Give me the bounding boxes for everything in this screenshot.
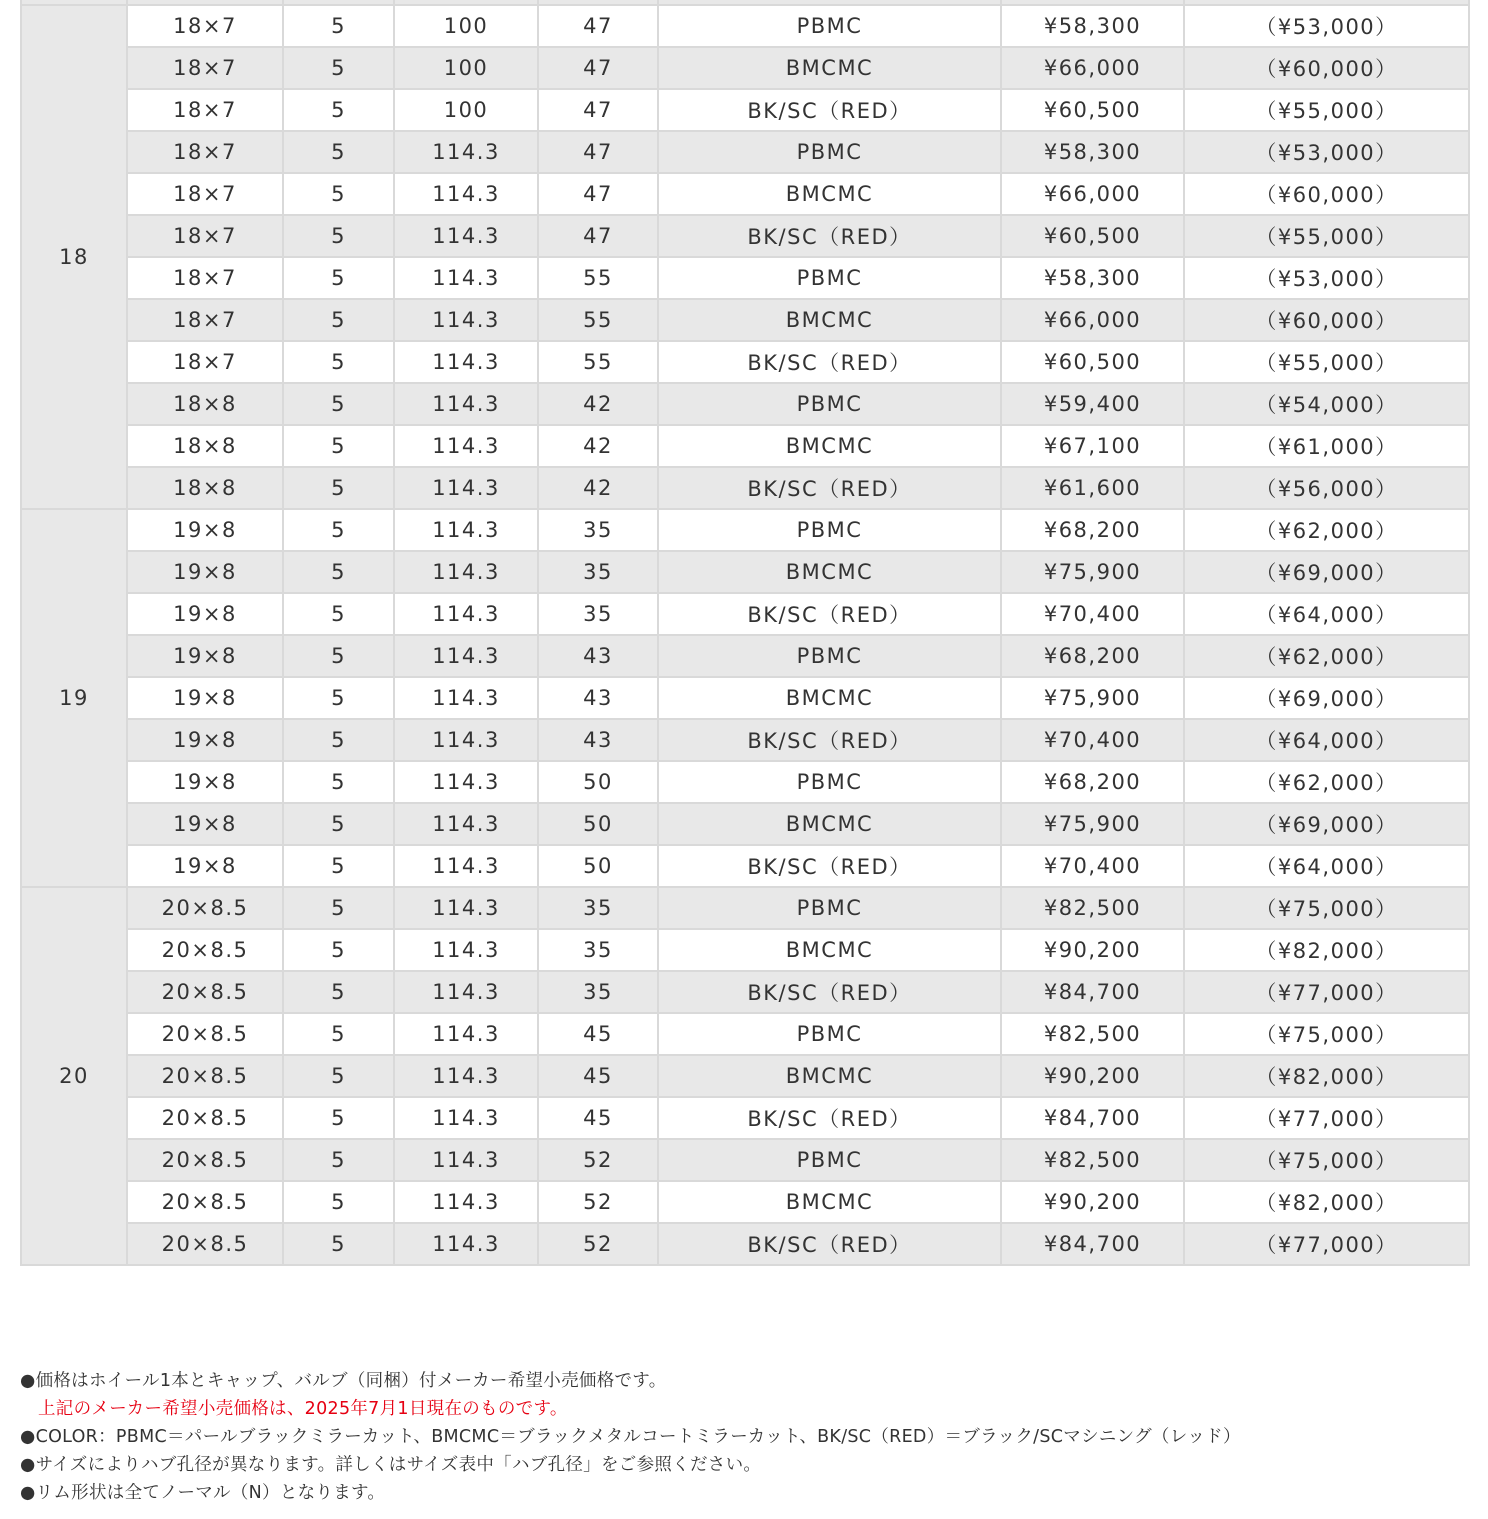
table-row	[21, 341, 1469, 383]
inset-cell: 50	[538, 803, 658, 845]
table-row	[21, 383, 1469, 425]
price-tax-ex-cell: （¥55,000）	[1184, 89, 1469, 131]
holes-cell: 5	[283, 1013, 394, 1055]
price-tax-ex-cell: （¥69,000）	[1184, 677, 1469, 719]
table-row	[21, 761, 1469, 803]
price-tax-in-cell: ¥75,900	[1001, 677, 1184, 719]
inset-cell: 35	[538, 551, 658, 593]
price-tax-ex-cell: （¥61,000）	[1184, 425, 1469, 467]
size-cell: 18×7	[127, 131, 283, 173]
size-cell: 19×8	[127, 719, 283, 761]
holes-cell: 5	[283, 593, 394, 635]
price-tax-ex-cell: （¥69,000）	[1184, 803, 1469, 845]
holes-cell: 5	[283, 803, 394, 845]
table-row	[21, 1097, 1469, 1139]
pcd-cell: 114.3	[394, 719, 538, 761]
inset-cell: 52	[538, 1181, 658, 1223]
pcd-cell: 114.3	[394, 845, 538, 887]
table-row	[21, 173, 1469, 215]
inset-cell: 35	[538, 971, 658, 1013]
price-tax-ex-cell: （¥62,000）	[1184, 761, 1469, 803]
color-cell: BMCMC	[658, 173, 1001, 215]
inset-cell: 43	[538, 719, 658, 761]
price-tax-ex-cell: （¥77,000）	[1184, 971, 1469, 1013]
holes-cell: 5	[283, 1139, 394, 1181]
color-cell: BK/SC（RED）	[658, 1223, 1001, 1265]
table-row	[21, 551, 1469, 593]
inset-cell: 47	[538, 5, 658, 47]
inset-cell: 55	[538, 341, 658, 383]
inch-group-cell: 20	[21, 887, 127, 1265]
table-row	[21, 1013, 1469, 1055]
size-cell: 18×7	[127, 173, 283, 215]
inset-cell: 35	[538, 509, 658, 551]
color-cell: BK/SC（RED）	[658, 341, 1001, 383]
pcd-cell: 114.3	[394, 383, 538, 425]
size-cell: 20×8.5	[127, 887, 283, 929]
size-cell: 18×8	[127, 467, 283, 509]
price-tax-ex-cell: （¥69,000）	[1184, 551, 1469, 593]
color-cell: PBMC	[658, 1139, 1001, 1181]
price-tax-in-cell: ¥66,000	[1001, 173, 1184, 215]
color-cell: BMCMC	[658, 425, 1001, 467]
holes-cell: 5	[283, 341, 394, 383]
pcd-cell: 114.3	[394, 341, 538, 383]
pcd-cell: 114.3	[394, 425, 538, 467]
inset-cell: 45	[538, 1055, 658, 1097]
table-row	[21, 257, 1469, 299]
color-cell: PBMC	[658, 383, 1001, 425]
price-tax-ex-cell: （¥64,000）	[1184, 719, 1469, 761]
table-row	[21, 593, 1469, 635]
size-cell: 18×7	[127, 5, 283, 47]
size-cell: 20×8.5	[127, 1139, 283, 1181]
price-tax-ex-cell: （¥77,000）	[1184, 1223, 1469, 1265]
size-cell: 20×8.5	[127, 929, 283, 971]
table-row	[21, 1139, 1469, 1181]
pcd-cell: 114.3	[394, 761, 538, 803]
holes-cell: 5	[283, 1055, 394, 1097]
price-tax-ex-cell: （¥62,000）	[1184, 509, 1469, 551]
pcd-cell: 114.3	[394, 509, 538, 551]
holes-cell: 5	[283, 425, 394, 467]
inch-group-cell: 18	[21, 5, 127, 509]
pcd-cell: 114.3	[394, 803, 538, 845]
table-row	[21, 5, 1469, 47]
pcd-cell: 100	[394, 5, 538, 47]
price-tax-in-cell: ¥60,500	[1001, 89, 1184, 131]
size-cell: 18×8	[127, 425, 283, 467]
note-color-legend: ●COLOR：PBMC＝パールブラックミラーカット、BMCMC＝ブラックメタルコートミラーカット、BK/SC（RED）＝ブラック/SCマシニング（レッド）	[20, 1427, 1241, 1447]
pcd-cell: 114.3	[394, 1181, 538, 1223]
pcd-cell: 114.3	[394, 215, 538, 257]
holes-cell: 5	[283, 845, 394, 887]
size-cell: 18×7	[127, 215, 283, 257]
color-cell: BK/SC（RED）	[658, 467, 1001, 509]
color-cell: PBMC	[658, 761, 1001, 803]
holes-cell: 5	[283, 131, 394, 173]
price-tax-ex-cell: （¥62,000）	[1184, 635, 1469, 677]
inset-cell: 47	[538, 89, 658, 131]
size-cell: 19×8	[127, 509, 283, 551]
price-tax-in-cell: ¥68,200	[1001, 761, 1184, 803]
price-tax-in-cell: ¥84,700	[1001, 971, 1184, 1013]
color-cell: BK/SC（RED）	[658, 593, 1001, 635]
price-tax-ex-cell: （¥55,000）	[1184, 341, 1469, 383]
size-cell: 20×8.5	[127, 1181, 283, 1223]
holes-cell: 5	[283, 1181, 394, 1223]
price-tax-ex-cell: （¥75,000）	[1184, 1013, 1469, 1055]
holes-cell: 5	[283, 971, 394, 1013]
pcd-cell: 114.3	[394, 887, 538, 929]
pcd-cell: 114.3	[394, 929, 538, 971]
holes-cell: 5	[283, 1097, 394, 1139]
price-tax-in-cell: ¥58,300	[1001, 5, 1184, 47]
price-tax-ex-cell: （¥54,000）	[1184, 383, 1469, 425]
size-cell: 20×8.5	[127, 1055, 283, 1097]
pcd-cell: 100	[394, 89, 538, 131]
price-tax-in-cell: ¥60,500	[1001, 215, 1184, 257]
color-cell: PBMC	[658, 635, 1001, 677]
note-price-date: 上記のメーカー希望小売価格は、2025年7月1日現在のものです。	[38, 1399, 568, 1419]
color-cell: BK/SC（RED）	[658, 845, 1001, 887]
price-tax-ex-cell: （¥53,000）	[1184, 5, 1469, 47]
pcd-cell: 100	[394, 47, 538, 89]
table-row	[21, 845, 1469, 887]
inset-cell: 55	[538, 257, 658, 299]
pcd-cell: 114.3	[394, 677, 538, 719]
holes-cell: 5	[283, 257, 394, 299]
size-cell: 18×7	[127, 299, 283, 341]
table-row	[21, 1181, 1469, 1223]
pcd-cell: 114.3	[394, 1013, 538, 1055]
color-cell: PBMC	[658, 1013, 1001, 1055]
holes-cell: 5	[283, 635, 394, 677]
size-cell: 18×7	[127, 341, 283, 383]
table-row	[21, 971, 1469, 1013]
size-cell: 19×8	[127, 803, 283, 845]
price-tax-ex-cell: （¥60,000）	[1184, 47, 1469, 89]
price-tax-in-cell: ¥66,000	[1001, 47, 1184, 89]
price-tax-in-cell: ¥61,600	[1001, 467, 1184, 509]
price-tax-ex-cell: （¥77,000）	[1184, 1097, 1469, 1139]
holes-cell: 5	[283, 929, 394, 971]
inset-cell: 45	[538, 1097, 658, 1139]
inset-cell: 35	[538, 593, 658, 635]
price-tax-ex-cell: （¥82,000）	[1184, 1181, 1469, 1223]
table-row	[21, 677, 1469, 719]
inset-cell: 52	[538, 1139, 658, 1181]
holes-cell: 5	[283, 383, 394, 425]
price-tax-ex-cell: （¥55,000）	[1184, 215, 1469, 257]
price-tax-in-cell: ¥90,200	[1001, 1055, 1184, 1097]
table-row	[21, 635, 1469, 677]
price-tax-in-cell: ¥70,400	[1001, 593, 1184, 635]
price-table-container	[20, 0, 1468, 1266]
table-row	[21, 89, 1469, 131]
price-tax-in-cell: ¥70,400	[1001, 719, 1184, 761]
pcd-cell: 114.3	[394, 467, 538, 509]
holes-cell: 5	[283, 677, 394, 719]
price-tax-in-cell: ¥66,000	[1001, 299, 1184, 341]
size-cell: 19×8	[127, 677, 283, 719]
table-row	[21, 1223, 1469, 1265]
size-cell: 19×8	[127, 761, 283, 803]
color-cell: BK/SC（RED）	[658, 971, 1001, 1013]
color-cell: BK/SC（RED）	[658, 719, 1001, 761]
price-tax-ex-cell: （¥82,000）	[1184, 929, 1469, 971]
inset-cell: 43	[538, 677, 658, 719]
price-tax-ex-cell: （¥60,000）	[1184, 173, 1469, 215]
holes-cell: 5	[283, 173, 394, 215]
color-cell: BK/SC（RED）	[658, 89, 1001, 131]
price-tax-ex-cell: （¥75,000）	[1184, 887, 1469, 929]
pcd-cell: 114.3	[394, 299, 538, 341]
size-cell: 18×7	[127, 47, 283, 89]
inset-cell: 52	[538, 1223, 658, 1265]
inch-group-cell: 19	[21, 509, 127, 887]
inset-cell: 45	[538, 1013, 658, 1055]
inset-cell: 42	[538, 467, 658, 509]
color-cell: BMCMC	[658, 1055, 1001, 1097]
holes-cell: 5	[283, 467, 394, 509]
table-row	[21, 467, 1469, 509]
holes-cell: 5	[283, 1223, 394, 1265]
color-cell: BMCMC	[658, 299, 1001, 341]
table-row	[21, 1055, 1469, 1097]
price-tax-in-cell: ¥60,500	[1001, 341, 1184, 383]
pcd-cell: 114.3	[394, 131, 538, 173]
color-cell: BMCMC	[658, 1181, 1001, 1223]
inset-cell: 47	[538, 47, 658, 89]
price-tax-ex-cell: （¥56,000）	[1184, 467, 1469, 509]
inset-cell: 47	[538, 131, 658, 173]
color-cell: PBMC	[658, 509, 1001, 551]
price-tax-ex-cell: （¥53,000）	[1184, 131, 1469, 173]
pcd-cell: 114.3	[394, 173, 538, 215]
color-cell: BMCMC	[658, 677, 1001, 719]
color-cell: BMCMC	[658, 551, 1001, 593]
size-cell: 19×8	[127, 845, 283, 887]
size-cell: 20×8.5	[127, 1013, 283, 1055]
holes-cell: 5	[283, 215, 394, 257]
table-row	[21, 425, 1469, 467]
size-cell: 19×8	[127, 593, 283, 635]
table-row	[21, 803, 1469, 845]
pcd-cell: 114.3	[394, 1223, 538, 1265]
pcd-cell: 114.3	[394, 1139, 538, 1181]
color-cell: BMCMC	[658, 803, 1001, 845]
holes-cell: 5	[283, 47, 394, 89]
pcd-cell: 114.3	[394, 635, 538, 677]
price-tax-in-cell: ¥75,900	[1001, 551, 1184, 593]
holes-cell: 5	[283, 5, 394, 47]
note-rim-shape: ●リム形状は全てノーマル（N）となります。	[20, 1483, 386, 1503]
price-tax-ex-cell: （¥60,000）	[1184, 299, 1469, 341]
inset-cell: 47	[538, 173, 658, 215]
size-cell: 19×8	[127, 635, 283, 677]
price-tax-ex-cell: （¥64,000）	[1184, 845, 1469, 887]
inset-cell: 47	[538, 215, 658, 257]
inset-cell: 42	[538, 383, 658, 425]
pcd-cell: 114.3	[394, 971, 538, 1013]
color-cell: BK/SC（RED）	[658, 215, 1001, 257]
holes-cell: 5	[283, 719, 394, 761]
size-cell: 20×8.5	[127, 1223, 283, 1265]
price-tax-in-cell: ¥70,400	[1001, 845, 1184, 887]
price-tax-ex-cell: （¥75,000）	[1184, 1139, 1469, 1181]
table-row	[21, 299, 1469, 341]
pcd-cell: 114.3	[394, 551, 538, 593]
holes-cell: 5	[283, 509, 394, 551]
price-tax-in-cell: ¥84,700	[1001, 1097, 1184, 1139]
price-tax-ex-cell: （¥64,000）	[1184, 593, 1469, 635]
price-tax-in-cell: ¥82,500	[1001, 1139, 1184, 1181]
pcd-cell: 114.3	[394, 1055, 538, 1097]
price-tax-in-cell: ¥67,100	[1001, 425, 1184, 467]
pcd-cell: 114.3	[394, 593, 538, 635]
size-cell: 18×7	[127, 89, 283, 131]
price-tax-in-cell: ¥90,200	[1001, 1181, 1184, 1223]
holes-cell: 5	[283, 887, 394, 929]
price-tax-in-cell: ¥75,900	[1001, 803, 1184, 845]
price-tax-in-cell: ¥90,200	[1001, 929, 1184, 971]
price-tax-in-cell: ¥84,700	[1001, 1223, 1184, 1265]
notes-section	[20, 1367, 1468, 1507]
price-tax-in-cell: ¥68,200	[1001, 509, 1184, 551]
price-tax-in-cell: ¥58,300	[1001, 131, 1184, 173]
table-body	[21, 0, 1469, 1265]
wheel-price-table	[20, 0, 1470, 1266]
table-row	[21, 47, 1469, 89]
price-tax-in-cell: ¥58,300	[1001, 257, 1184, 299]
size-cell: 20×8.5	[127, 1097, 283, 1139]
inset-cell: 43	[538, 635, 658, 677]
holes-cell: 5	[283, 299, 394, 341]
color-cell: BMCMC	[658, 929, 1001, 971]
holes-cell: 5	[283, 89, 394, 131]
table-row	[21, 131, 1469, 173]
color-cell: PBMC	[658, 5, 1001, 47]
price-tax-in-cell: ¥82,500	[1001, 1013, 1184, 1055]
price-tax-in-cell: ¥82,500	[1001, 887, 1184, 929]
inset-cell: 35	[538, 887, 658, 929]
inset-cell: 50	[538, 761, 658, 803]
table-row	[21, 887, 1469, 929]
color-cell: PBMC	[658, 887, 1001, 929]
size-cell: 18×7	[127, 257, 283, 299]
color-cell: BMCMC	[658, 47, 1001, 89]
table-row	[21, 215, 1469, 257]
pcd-cell: 114.3	[394, 257, 538, 299]
inset-cell: 55	[538, 299, 658, 341]
price-tax-in-cell: ¥59,400	[1001, 383, 1184, 425]
holes-cell: 5	[283, 551, 394, 593]
note-price-info: ●価格はホイール1本とキャップ、バルブ（同梱）付メーカー希望小売価格です。	[20, 1371, 667, 1391]
price-tax-in-cell: ¥68,200	[1001, 635, 1184, 677]
pcd-cell: 114.3	[394, 1097, 538, 1139]
inset-cell: 35	[538, 929, 658, 971]
table-row	[21, 509, 1469, 551]
table-row	[21, 929, 1469, 971]
table-row	[21, 719, 1469, 761]
color-cell: PBMC	[658, 131, 1001, 173]
color-cell: BK/SC（RED）	[658, 1097, 1001, 1139]
holes-cell: 5	[283, 761, 394, 803]
price-tax-ex-cell: （¥53,000）	[1184, 257, 1469, 299]
size-cell: 20×8.5	[127, 971, 283, 1013]
size-cell: 19×8	[127, 551, 283, 593]
price-tax-ex-cell: （¥82,000）	[1184, 1055, 1469, 1097]
size-cell: 18×8	[127, 383, 283, 425]
note-hub-bore: ●サイズによりハブ孔径が異なります。詳しくはサイズ表中「ハブ孔径」をご参照ください。	[20, 1455, 762, 1475]
inset-cell: 42	[538, 425, 658, 467]
inset-cell: 50	[538, 845, 658, 887]
color-cell: PBMC	[658, 257, 1001, 299]
